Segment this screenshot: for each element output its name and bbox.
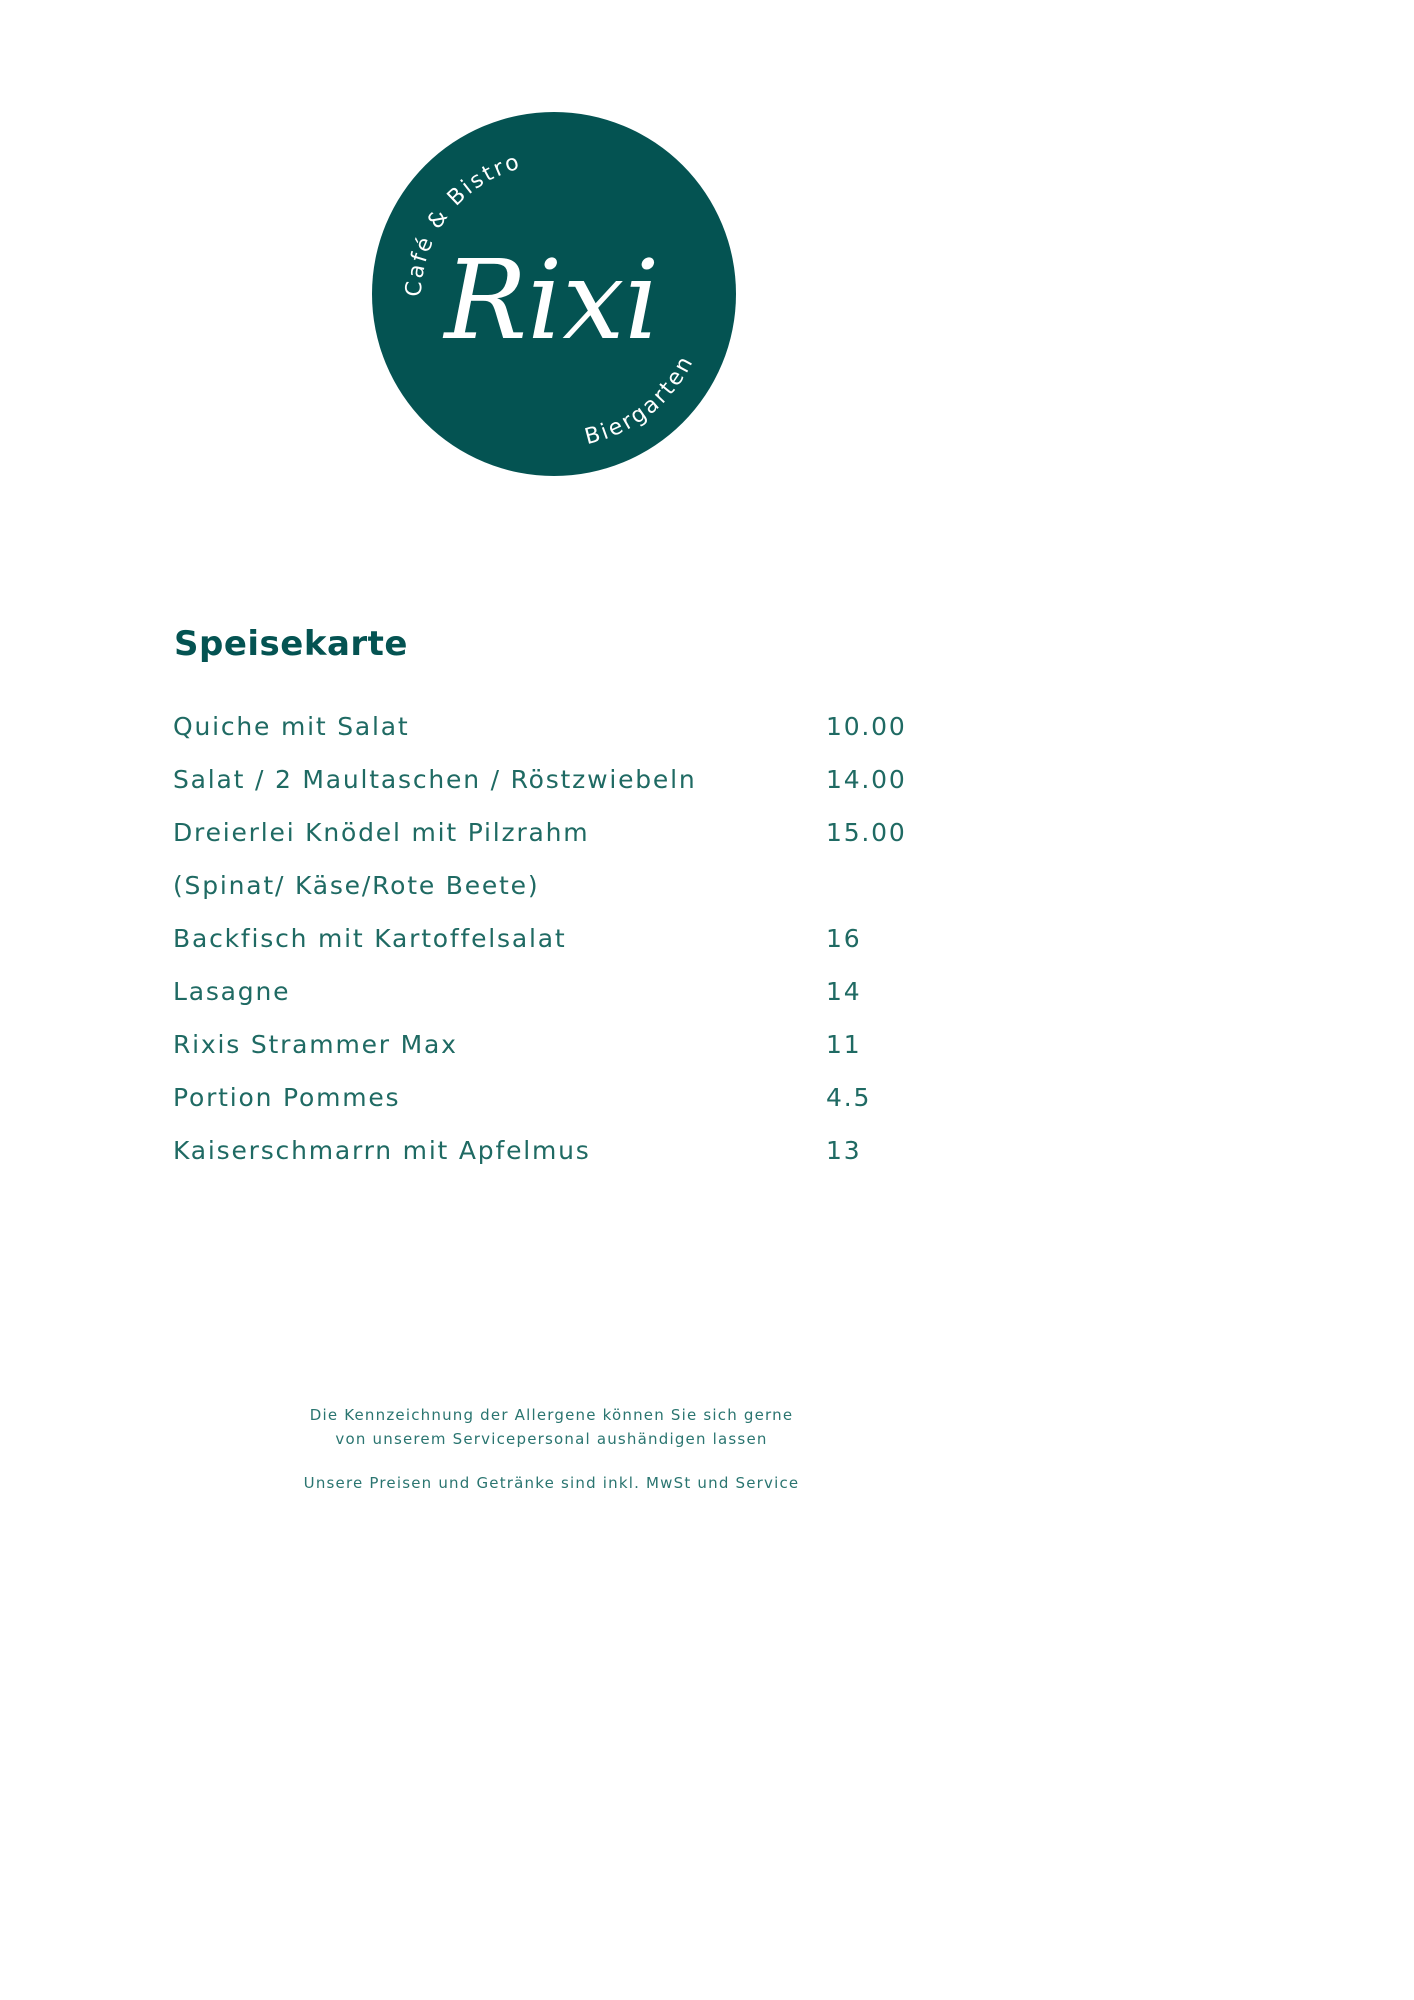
menu-item [173, 753, 933, 806]
menu-item [173, 806, 933, 859]
menu-item-name: Salat / 2 Maultaschen / Röstzwiebeln [173, 765, 697, 794]
menu-item-name: Dreierlei Knödel mit Pilzrahm [173, 818, 590, 847]
logo [372, 112, 736, 476]
menu-item-price: 11 [826, 1030, 862, 1059]
menu-item-price: 13 [826, 1136, 862, 1165]
menu-item-name: Portion Pommes [173, 1083, 401, 1112]
allergen-note-line-2: von unserem Servicepersonal aushändigen lassen [335, 1430, 768, 1448]
menu-item [173, 912, 933, 965]
menu-item [173, 700, 933, 753]
logo-name: Rixi [444, 236, 660, 364]
menu-item-name: Backfisch mit Kartoffelsalat [173, 924, 567, 953]
menu-item-name: Quiche mit Salat [173, 712, 410, 741]
menu-title: Speisekarte [174, 624, 408, 664]
menu-item-name: Kaiserschmarrn mit Apfelmus [173, 1136, 591, 1165]
menu-item [173, 1071, 933, 1124]
menu-item [173, 1124, 933, 1177]
price-note: Unsere Preisen und Getränke sind inkl. MwSt und Service [303, 1474, 800, 1492]
menu-item [173, 965, 933, 1018]
menu-item-price: 15.00 [826, 818, 907, 847]
menu-item-price: 4.5 [826, 1083, 872, 1112]
menu-item-name: Lasagne [173, 977, 291, 1006]
menu-item-price: 14 [826, 977, 862, 1006]
menu-item-price: 10.00 [826, 712, 907, 741]
menu-item-price: 14.00 [826, 765, 907, 794]
menu-item-name: (Spinat/ Käse/Rote Beete) [173, 871, 540, 900]
menu-item [173, 1018, 933, 1071]
logo-badge [372, 112, 736, 476]
menu-item-price: 16 [826, 924, 862, 953]
logo-bottom-arc: Biergarten [582, 350, 700, 451]
menu-list [173, 700, 933, 1177]
menu-item-name: Rixis Strammer Max [173, 1030, 458, 1059]
menu-item [173, 859, 933, 912]
logo-top-arc: Café & Bistro [401, 149, 525, 298]
allergen-note-line-1: Die Kennzeichnung der Allergene können Sie sich gerne [309, 1406, 794, 1424]
